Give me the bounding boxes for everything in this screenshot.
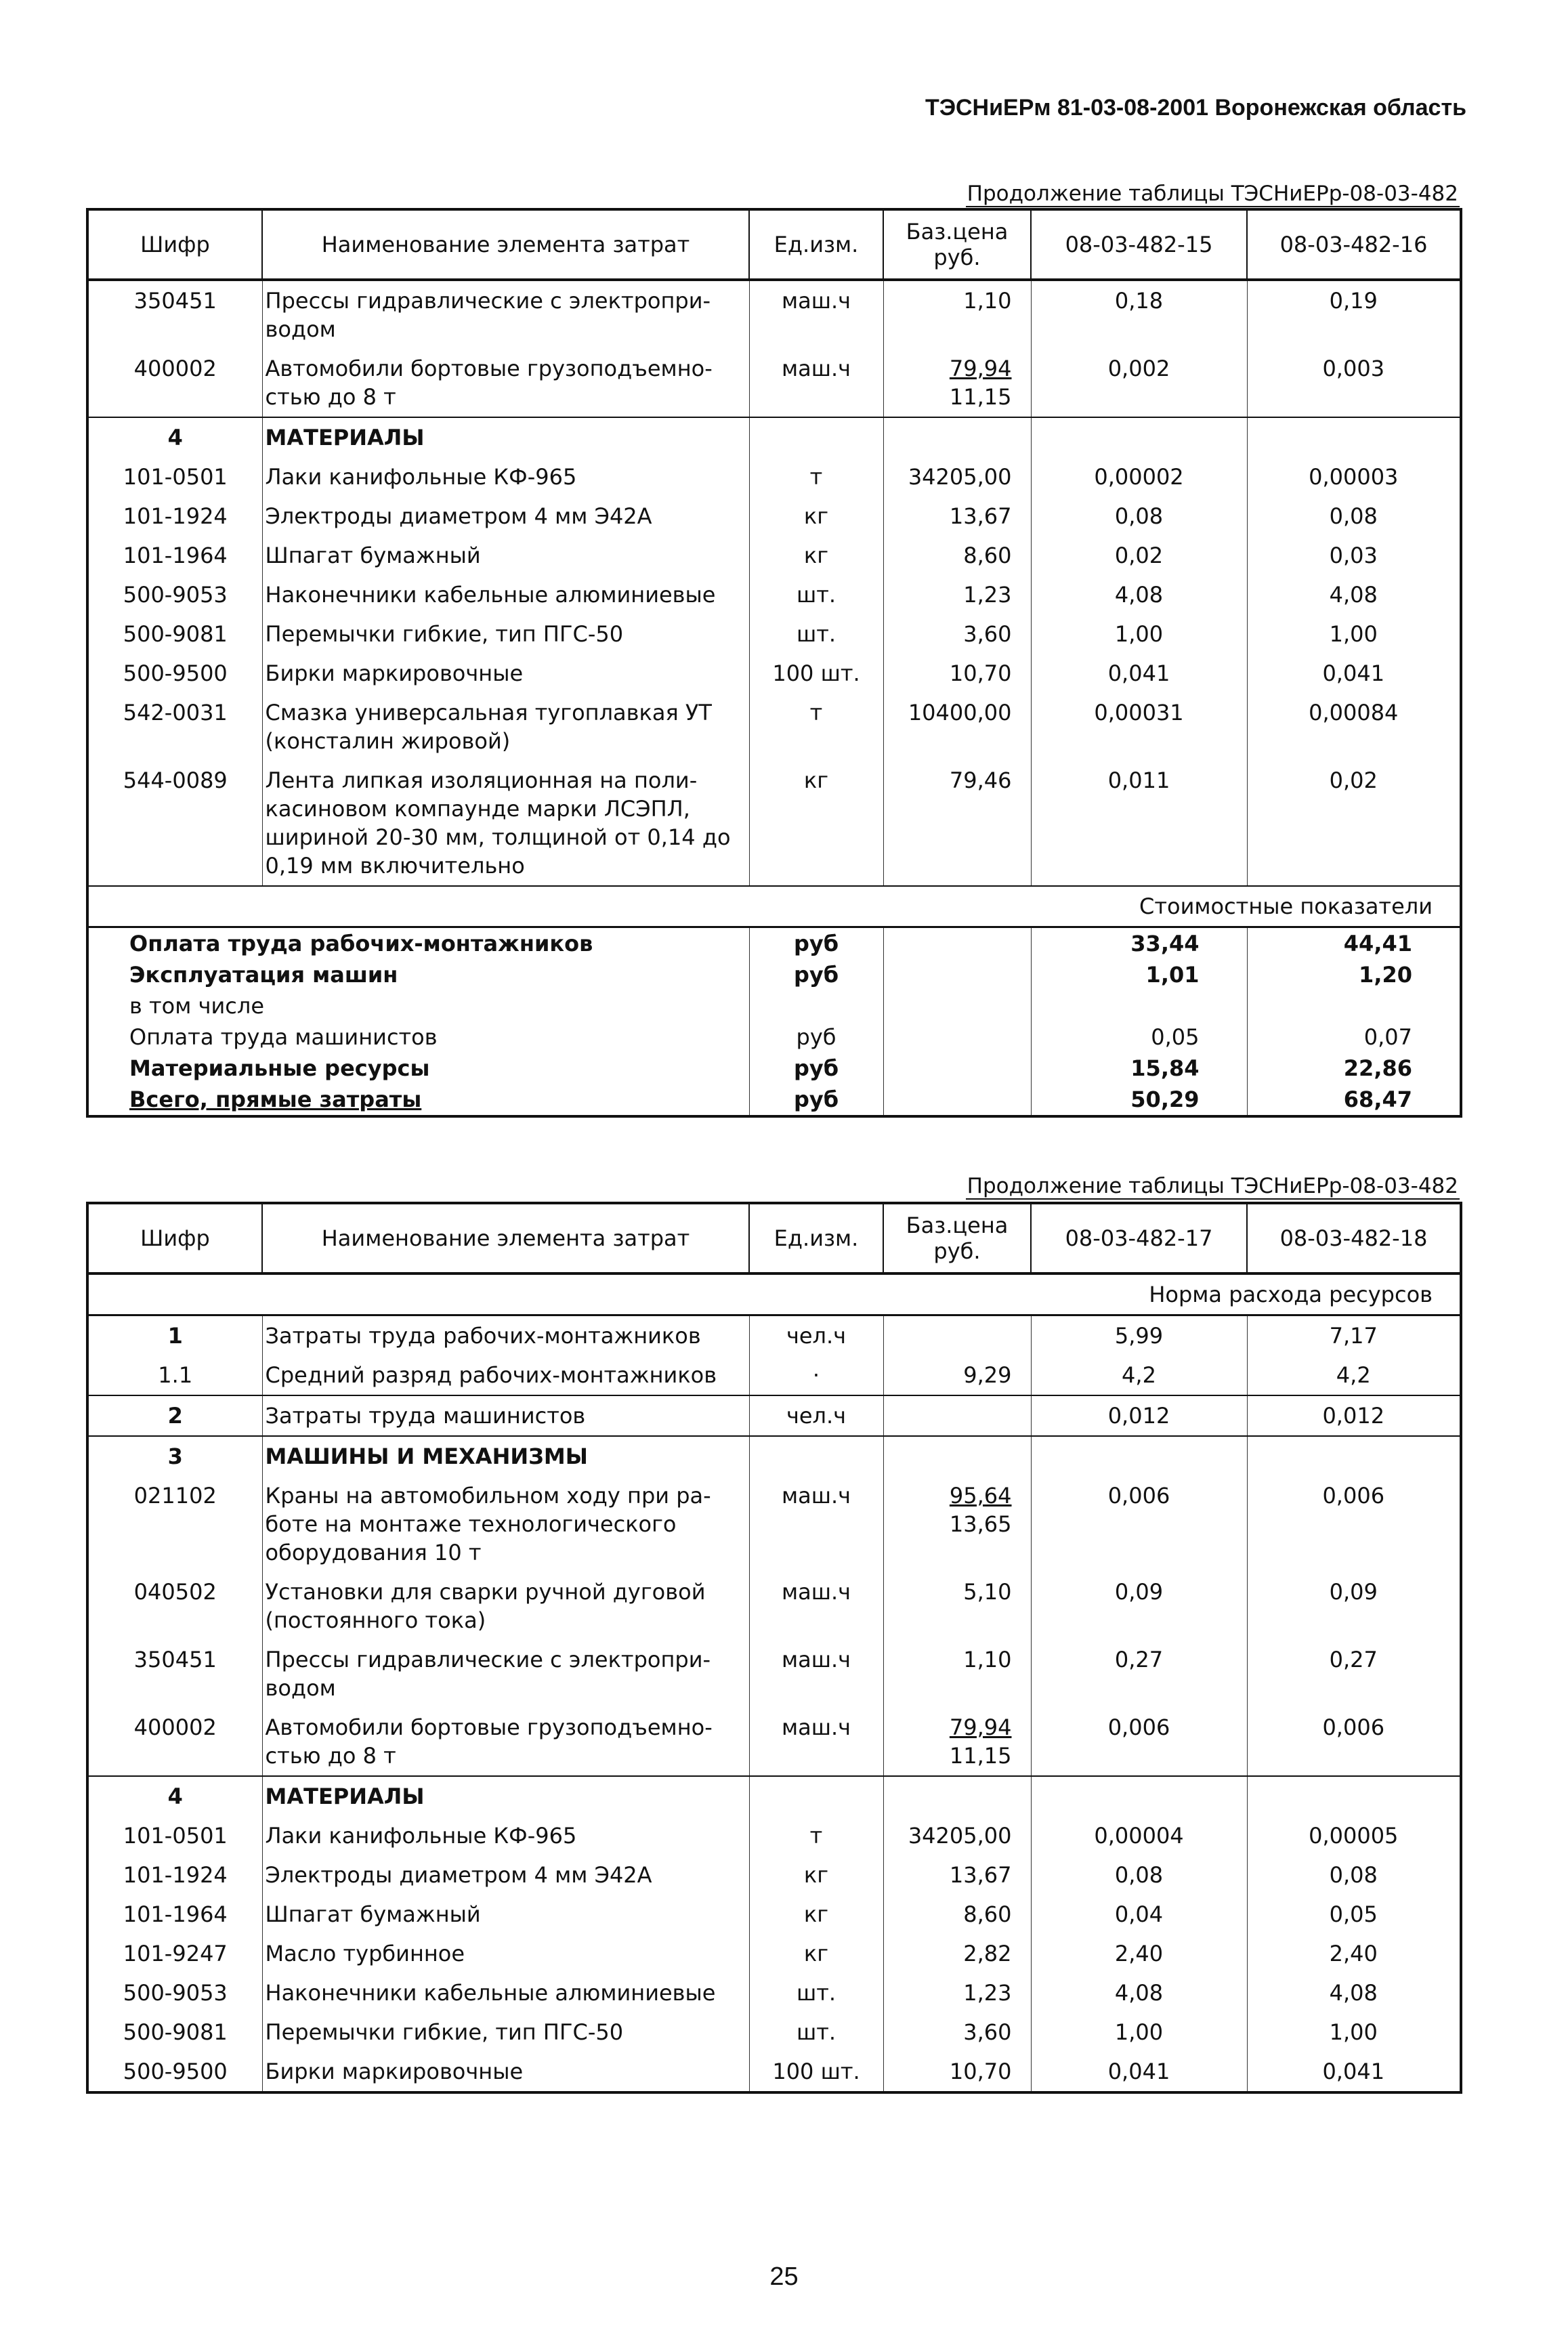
row-name: Лента липкая изоляционная на поли-касиновом компаунде марки ЛСЭПЛ, шириной 20-30 мм, толщиной от 0,14 до 0,19 мм включительно <box>262 761 749 886</box>
row-name: Бирки маркировочные <box>262 654 749 693</box>
table-row <box>87 575 1461 614</box>
table-2-caption: Продолжение таблицы ТЭСНиЕРр-08-03-482 <box>967 1174 1458 1198</box>
column-header-name: Наименование элемента затрат <box>262 209 749 280</box>
row-unit: кг <box>749 497 883 536</box>
column-header-unit: Ед.изм. <box>749 1203 883 1273</box>
summary-name: Эксплуатация машин <box>87 959 749 990</box>
row-unit: кг <box>749 1855 883 1895</box>
row-value-1: 1,00 <box>1031 2013 1247 2052</box>
table-row <box>87 1934 1461 1973</box>
row-name: Автомобили бортовые грузоподъемно-стью до 8 т <box>262 349 749 417</box>
summary-unit: руб <box>749 1084 883 1116</box>
column-header-price: Баз.цена руб. <box>883 209 1031 280</box>
row-name: Затраты труда рабочих-монтажников <box>262 1315 749 1356</box>
row-price <box>883 1315 1031 1356</box>
row-name: Лаки канифольные КФ-965 <box>262 457 749 497</box>
cost-indicators-label: Стоимостные показатели <box>87 886 1461 927</box>
row-value-2: 4,08 <box>1247 1973 1461 2013</box>
row-name: Лаки канифольные КФ-965 <box>262 1816 749 1855</box>
row-value-2: 0,006 <box>1247 1476 1461 1572</box>
header-row <box>87 209 1461 280</box>
table-row <box>87 1973 1461 2013</box>
table-row <box>87 1355 1461 1395</box>
summary-value-2: 44,41 <box>1247 927 1461 960</box>
table-row <box>87 2013 1461 2052</box>
row-code: 350451 <box>87 280 262 349</box>
table-row <box>87 614 1461 654</box>
row-code: 350451 <box>87 1640 262 1708</box>
price-value: 10,70 <box>949 2059 1012 2084</box>
summary-value-1: 0,05 <box>1031 1021 1247 1053</box>
price-value: 79,46 <box>949 767 1012 793</box>
column-header-unit: Ед.изм. <box>749 209 883 280</box>
table-row <box>87 761 1461 886</box>
price-value: 79,94 <box>949 356 1012 381</box>
row-unit <box>749 417 883 457</box>
row-value-2: 0,19 <box>1247 280 1461 349</box>
row-unit: · <box>749 1355 883 1395</box>
row-value-2: 0,08 <box>1247 1855 1461 1895</box>
row-value-1 <box>1031 1776 1247 1816</box>
summary-unit <box>749 990 883 1021</box>
row-code: 500-9053 <box>87 575 262 614</box>
row-price <box>883 1855 1031 1895</box>
summary-row <box>87 1084 1461 1116</box>
row-code: 101-0501 <box>87 457 262 497</box>
row-code: 542-0031 <box>87 693 262 761</box>
summary-value-1 <box>1031 990 1247 1021</box>
row-code: 2 <box>87 1395 262 1436</box>
row-unit: шт. <box>749 2013 883 2052</box>
row-code: 3 <box>87 1436 262 1476</box>
row-price <box>883 614 1031 654</box>
price-sub-value: 11,15 <box>949 1743 1012 1769</box>
row-price <box>883 1708 1031 1776</box>
row-code: 040502 <box>87 1572 262 1640</box>
price-value: 1,10 <box>963 1647 1012 1672</box>
row-name: Перемычки гибкие, тип ПГС-50 <box>262 2013 749 2052</box>
row-price <box>883 1776 1031 1816</box>
table-row <box>87 654 1461 693</box>
row-value-2: 1,00 <box>1247 614 1461 654</box>
row-code: 101-0501 <box>87 1816 262 1855</box>
price-value: 10400,00 <box>908 700 1012 725</box>
row-code: 400002 <box>87 349 262 417</box>
row-value-2: 0,02 <box>1247 761 1461 886</box>
table-row <box>87 1708 1461 1776</box>
row-name: МАТЕРИАЛЫ <box>262 417 749 457</box>
table-row <box>87 693 1461 761</box>
row-unit: маш.ч <box>749 280 883 349</box>
summary-value-1: 50,29 <box>1031 1084 1247 1116</box>
price-value: 1,23 <box>963 1980 1012 2006</box>
column-header-code: Шифр <box>87 209 262 280</box>
summary-empty <box>883 990 1031 1021</box>
row-price <box>883 536 1031 575</box>
row-value-2: 0,09 <box>1247 1572 1461 1640</box>
row-code: 4 <box>87 1776 262 1816</box>
row-code: 021102 <box>87 1476 262 1572</box>
summary-row <box>87 1053 1461 1084</box>
table-row <box>87 1816 1461 1855</box>
price-sub-value: 11,15 <box>949 384 1012 410</box>
summary-value-2: 1,20 <box>1247 959 1461 990</box>
summary-name: Оплата труда рабочих-монтажников <box>87 927 749 960</box>
row-unit: 100 шт. <box>749 654 883 693</box>
summary-unit: руб <box>749 927 883 960</box>
price-value: 1,23 <box>963 582 1012 608</box>
summary-name: в том числе <box>87 990 749 1021</box>
column-header-col2: 08-03-482-18 <box>1247 1203 1461 1273</box>
row-value-1: 0,011 <box>1031 761 1247 886</box>
row-value-2: 0,041 <box>1247 2052 1461 2092</box>
price-value: 10,70 <box>949 660 1012 686</box>
row-name: Прессы гидравлические с электропри-водом <box>262 280 749 349</box>
table-row <box>87 1395 1461 1436</box>
row-unit: чел.ч <box>749 1315 883 1356</box>
row-value-1: 0,012 <box>1031 1395 1247 1436</box>
row-unit: т <box>749 1816 883 1855</box>
row-value-1: 0,27 <box>1031 1640 1247 1708</box>
table-row <box>87 1572 1461 1640</box>
row-unit: шт. <box>749 575 883 614</box>
row-code: 500-9500 <box>87 2052 262 2092</box>
row-value-1: 1,00 <box>1031 614 1247 654</box>
row-name: Краны на автомобильном ходу при ра-боте на монтаже технологического оборудования 10 т <box>262 1476 749 1572</box>
price-value: 13,67 <box>949 503 1012 529</box>
row-value-1: 0,041 <box>1031 2052 1247 2092</box>
summary-unit: руб <box>749 1053 883 1084</box>
row-value-2: 4,08 <box>1247 575 1461 614</box>
row-value-1: 0,002 <box>1031 349 1247 417</box>
table-1-caption: Продолжение таблицы ТЭСНиЕРр-08-03-482 <box>967 182 1458 206</box>
row-price <box>883 1436 1031 1476</box>
row-name: Электроды диаметром 4 мм Э42А <box>262 1855 749 1895</box>
row-price <box>883 2052 1031 2092</box>
row-code: 4 <box>87 417 262 457</box>
summary-row <box>87 927 1461 960</box>
row-price <box>883 2013 1031 2052</box>
table-row <box>87 1640 1461 1708</box>
row-price <box>883 1640 1031 1708</box>
summary-value-1: 1,01 <box>1031 959 1247 990</box>
row-unit: чел.ч <box>749 1395 883 1436</box>
row-code: 500-9081 <box>87 2013 262 2052</box>
summary-row <box>87 959 1461 990</box>
column-header-name: Наименование элемента затрат <box>262 1203 749 1273</box>
row-name: Шпагат бумажный <box>262 1895 749 1934</box>
summary-name: Материальные ресурсы <box>87 1053 749 1084</box>
row-value-1: 0,006 <box>1031 1708 1247 1776</box>
row-value-2: 2,40 <box>1247 1934 1461 1973</box>
summary-empty <box>883 1021 1031 1053</box>
summary-value-2: 68,47 <box>1247 1084 1461 1116</box>
table-row <box>87 1855 1461 1895</box>
price-value: 34205,00 <box>908 464 1012 490</box>
row-name: Смазка универсальная тугоплавкая УТ (консталин жировой) <box>262 693 749 761</box>
row-code: 101-1964 <box>87 1895 262 1934</box>
row-price <box>883 417 1031 457</box>
summary-name: Всего, прямые затраты <box>87 1084 749 1116</box>
row-price <box>883 1395 1031 1436</box>
table-row <box>87 457 1461 497</box>
row-value-2: 0,041 <box>1247 654 1461 693</box>
price-value: 34205,00 <box>908 1823 1012 1849</box>
norm-label-row <box>87 1273 1461 1315</box>
price-value: 2,82 <box>963 1941 1012 1966</box>
summary-empty <box>883 1084 1031 1116</box>
row-value-2: 0,00084 <box>1247 693 1461 761</box>
table-row <box>87 1476 1461 1572</box>
row-value-1: 0,08 <box>1031 497 1247 536</box>
row-value-2: 4,2 <box>1247 1355 1461 1395</box>
row-value-1: 0,02 <box>1031 536 1247 575</box>
row-price <box>883 280 1031 349</box>
price-value: 8,60 <box>963 1901 1012 1927</box>
row-code: 500-9081 <box>87 614 262 654</box>
row-value-1: 4,08 <box>1031 575 1247 614</box>
row-unit: маш.ч <box>749 1572 883 1640</box>
row-price <box>883 693 1031 761</box>
row-code: 500-9053 <box>87 1973 262 2013</box>
row-value-1: 0,04 <box>1031 1895 1247 1934</box>
row-code: 1 <box>87 1315 262 1356</box>
price-value: 9,29 <box>963 1362 1012 1388</box>
column-header-code: Шифр <box>87 1203 262 1273</box>
table-row <box>87 536 1461 575</box>
column-header-col2: 08-03-482-16 <box>1247 209 1461 280</box>
row-value-1: 0,09 <box>1031 1572 1247 1640</box>
row-code: 400002 <box>87 1708 262 1776</box>
row-value-2: 0,012 <box>1247 1395 1461 1436</box>
row-name: Автомобили бортовые грузоподъемно-стью до 8 т <box>262 1708 749 1776</box>
summary-value-2: 0,07 <box>1247 1021 1461 1053</box>
row-value-1 <box>1031 1436 1247 1476</box>
table-row <box>87 2052 1461 2092</box>
summary-value-2: 22,86 <box>1247 1053 1461 1084</box>
row-value-2: 7,17 <box>1247 1315 1461 1356</box>
row-unit <box>749 1436 883 1476</box>
row-unit: кг <box>749 1895 883 1934</box>
table-row <box>87 349 1461 417</box>
row-value-1: 0,00004 <box>1031 1816 1247 1855</box>
row-value-2 <box>1247 1776 1461 1816</box>
row-code: 544-0089 <box>87 761 262 886</box>
row-value-1: 2,40 <box>1031 1934 1247 1973</box>
row-value-2: 0,27 <box>1247 1640 1461 1708</box>
row-code: 101-9247 <box>87 1934 262 1973</box>
row-unit: шт. <box>749 614 883 654</box>
row-unit: шт. <box>749 1973 883 2013</box>
summary-empty <box>883 927 1031 960</box>
row-value-1: 0,00031 <box>1031 693 1247 761</box>
row-name: Наконечники кабельные алюминиевые <box>262 575 749 614</box>
row-name: Установки для сварки ручной дуговой (постоянного тока) <box>262 1572 749 1640</box>
summary-empty <box>883 1053 1031 1084</box>
table-row <box>87 280 1461 349</box>
column-header-col1: 08-03-482-15 <box>1031 209 1247 280</box>
row-code: 1.1 <box>87 1355 262 1395</box>
row-price <box>883 457 1031 497</box>
row-value-1: 0,18 <box>1031 280 1247 349</box>
row-unit: т <box>749 457 883 497</box>
row-price <box>883 1476 1031 1572</box>
row-value-2: 0,00005 <box>1247 1816 1461 1855</box>
row-unit: маш.ч <box>749 349 883 417</box>
row-price <box>883 761 1031 886</box>
row-name: Затраты труда машинистов <box>262 1395 749 1436</box>
section-row <box>87 1776 1461 1816</box>
column-header-col1: 08-03-482-17 <box>1031 1203 1247 1273</box>
summary-name: Оплата труда машинистов <box>87 1021 749 1053</box>
row-value-2: 0,08 <box>1247 497 1461 536</box>
norm-label: Норма расхода ресурсов <box>87 1273 1461 1315</box>
row-unit: кг <box>749 536 883 575</box>
row-unit: маш.ч <box>749 1476 883 1572</box>
row-value-2: 0,03 <box>1247 536 1461 575</box>
table-row <box>87 1315 1461 1356</box>
row-value-2: 1,00 <box>1247 2013 1461 2052</box>
summary-value-1: 15,84 <box>1031 1053 1247 1084</box>
resource-table-1 <box>86 208 1462 1118</box>
row-code: 101-1964 <box>87 536 262 575</box>
row-value-2: 0,00003 <box>1247 457 1461 497</box>
price-sub-value: 13,65 <box>949 1511 1012 1537</box>
row-value-1: 0,006 <box>1031 1476 1247 1572</box>
price-value: 95,64 <box>949 1483 1012 1509</box>
row-price <box>883 1816 1031 1855</box>
row-price <box>883 1934 1031 1973</box>
column-header-price: Баз.цена руб. <box>883 1203 1031 1273</box>
summary-empty <box>883 959 1031 990</box>
row-price <box>883 1572 1031 1640</box>
price-value: 5,10 <box>963 1579 1012 1605</box>
row-name: Электроды диаметром 4 мм Э42А <box>262 497 749 536</box>
summary-row <box>87 990 1461 1021</box>
resource-table-2 <box>86 1202 1462 2094</box>
summary-value-1: 33,44 <box>1031 927 1247 960</box>
row-value-2: 0,05 <box>1247 1895 1461 1934</box>
summary-unit: руб <box>749 1021 883 1053</box>
row-price <box>883 575 1031 614</box>
row-price <box>883 1895 1031 1934</box>
row-value-1: 5,99 <box>1031 1315 1247 1356</box>
summary-row <box>87 1021 1461 1053</box>
row-code: 101-1924 <box>87 497 262 536</box>
section-row <box>87 417 1461 457</box>
row-unit: маш.ч <box>749 1640 883 1708</box>
row-value-2 <box>1247 1436 1461 1476</box>
row-name: МАТЕРИАЛЫ <box>262 1776 749 1816</box>
row-value-1: 4,2 <box>1031 1355 1247 1395</box>
table-row <box>87 1895 1461 1934</box>
section-row <box>87 1436 1461 1476</box>
row-value-1: 0,00002 <box>1031 457 1247 497</box>
price-value: 13,67 <box>949 1862 1012 1888</box>
price-value: 3,60 <box>963 621 1012 647</box>
row-unit <box>749 1776 883 1816</box>
row-name: Бирки маркировочные <box>262 2052 749 2092</box>
row-unit: 100 шт. <box>749 2052 883 2092</box>
summary-unit: руб <box>749 959 883 990</box>
row-value-1 <box>1031 417 1247 457</box>
row-unit: маш.ч <box>749 1708 883 1776</box>
row-name: Перемычки гибкие, тип ПГС-50 <box>262 614 749 654</box>
row-name: МАШИНЫ И МЕХАНИЗМЫ <box>262 1436 749 1476</box>
summary-value-2 <box>1247 990 1461 1021</box>
row-value-2: 0,006 <box>1247 1708 1461 1776</box>
table-row <box>87 497 1461 536</box>
row-name: Шпагат бумажный <box>262 536 749 575</box>
row-unit: т <box>749 693 883 761</box>
row-name: Масло турбинное <box>262 1934 749 1973</box>
document-title: ТЭСНиЕРм 81-03-08-2001 Воронежская область <box>925 95 1466 121</box>
row-price <box>883 1973 1031 2013</box>
price-value: 79,94 <box>949 1714 1012 1740</box>
row-value-1: 0,08 <box>1031 1855 1247 1895</box>
row-name: Прессы гидравлические с электропри-водом <box>262 1640 749 1708</box>
price-value: 3,60 <box>963 2019 1012 2045</box>
row-value-2: 0,003 <box>1247 349 1461 417</box>
price-value: 8,60 <box>963 543 1012 568</box>
row-unit: кг <box>749 761 883 886</box>
row-name: Наконечники кабельные алюминиевые <box>262 1973 749 2013</box>
price-value: 1,10 <box>963 288 1012 314</box>
page-number: 25 <box>769 2262 799 2291</box>
row-price <box>883 654 1031 693</box>
row-code: 500-9500 <box>87 654 262 693</box>
row-price <box>883 497 1031 536</box>
row-unit: кг <box>749 1934 883 1973</box>
header-row <box>87 1203 1461 1273</box>
row-value-1: 0,041 <box>1031 654 1247 693</box>
row-name: Средний разряд рабочих-монтажников <box>262 1355 749 1395</box>
cost-label-row <box>87 886 1461 927</box>
row-value-1: 4,08 <box>1031 1973 1247 2013</box>
row-price <box>883 1355 1031 1395</box>
row-code: 101-1924 <box>87 1855 262 1895</box>
row-price <box>883 349 1031 417</box>
row-value-2 <box>1247 417 1461 457</box>
